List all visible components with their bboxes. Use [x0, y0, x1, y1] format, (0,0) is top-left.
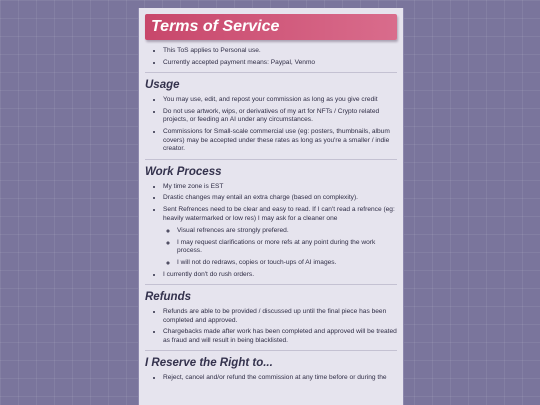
sub-list-item: ◦ Visual refrences are strongly prefered. — [177, 227, 397, 236]
section-heading-work-process: Work Process — [145, 165, 222, 178]
list-item: • Currently accepted payment means: Paypal, Venmo — [163, 59, 397, 68]
list-item: • Commissions for Small-scale commercial use (eg: posters, thumbnails, album covers) may be accepted under these rates as long as you're a smaller / indie creator. — [163, 128, 397, 154]
list-item: • Chargebacks made after work has been completed and approved will be treated as fraud and will result in being blacklisted. — [163, 328, 397, 345]
list-item: • Drastic changes may entail an extra charge (based on complexity). — [163, 194, 397, 203]
section-heading-reserve: I Reserve the Right to... — [145, 357, 273, 370]
list-item: • Reject, cancel and/or refund the commission at any time before or during the — [163, 374, 397, 383]
list-item: • You may use, edit, and repost your commission as long as you give credit — [163, 96, 397, 105]
list-item: • Refunds are able to be provided / discussed up until the final piece has been completed and approved. — [163, 308, 397, 325]
tos-panel — [138, 8, 404, 405]
sub-list-item: ◦ I may request clarifications or more refs at any point during the work process. — [177, 239, 397, 256]
intro-list — [145, 47, 397, 67]
section-divider — [145, 284, 397, 285]
section-divider — [145, 350, 397, 351]
work-process-list — [145, 183, 397, 279]
section-heading-refunds: Refunds — [145, 291, 191, 304]
list-item: • Do not use artwork, wips, or derivatives of my art for NFTs / Crypto related projects, or feeding an AI under any circumstances. — [163, 108, 397, 125]
usage-list — [145, 96, 397, 154]
section-divider — [145, 72, 397, 73]
references-sublist — [163, 227, 397, 267]
list-item: • This ToS applies to Personal use. — [163, 47, 397, 56]
sub-list-item: ◦ I will not do redraws, copies or touch-ups of AI images. — [177, 259, 397, 268]
reserve-list — [145, 374, 397, 383]
list-item-text: Sent Refrences need to be clear and easy to read. If I can't read a refrence (eg: heavily watermarked or low res) I may ask for a cleaner one — [163, 205, 395, 222]
title-banner — [145, 14, 397, 40]
refunds-list — [145, 308, 397, 345]
section-divider — [145, 159, 397, 160]
page-title: Terms of Service — [151, 18, 280, 35]
section-heading-usage: Usage — [145, 79, 180, 92]
list-item — [163, 206, 397, 268]
list-item: • My time zone is EST — [163, 183, 397, 192]
list-item: • I currently don't do rush orders. — [163, 271, 397, 280]
